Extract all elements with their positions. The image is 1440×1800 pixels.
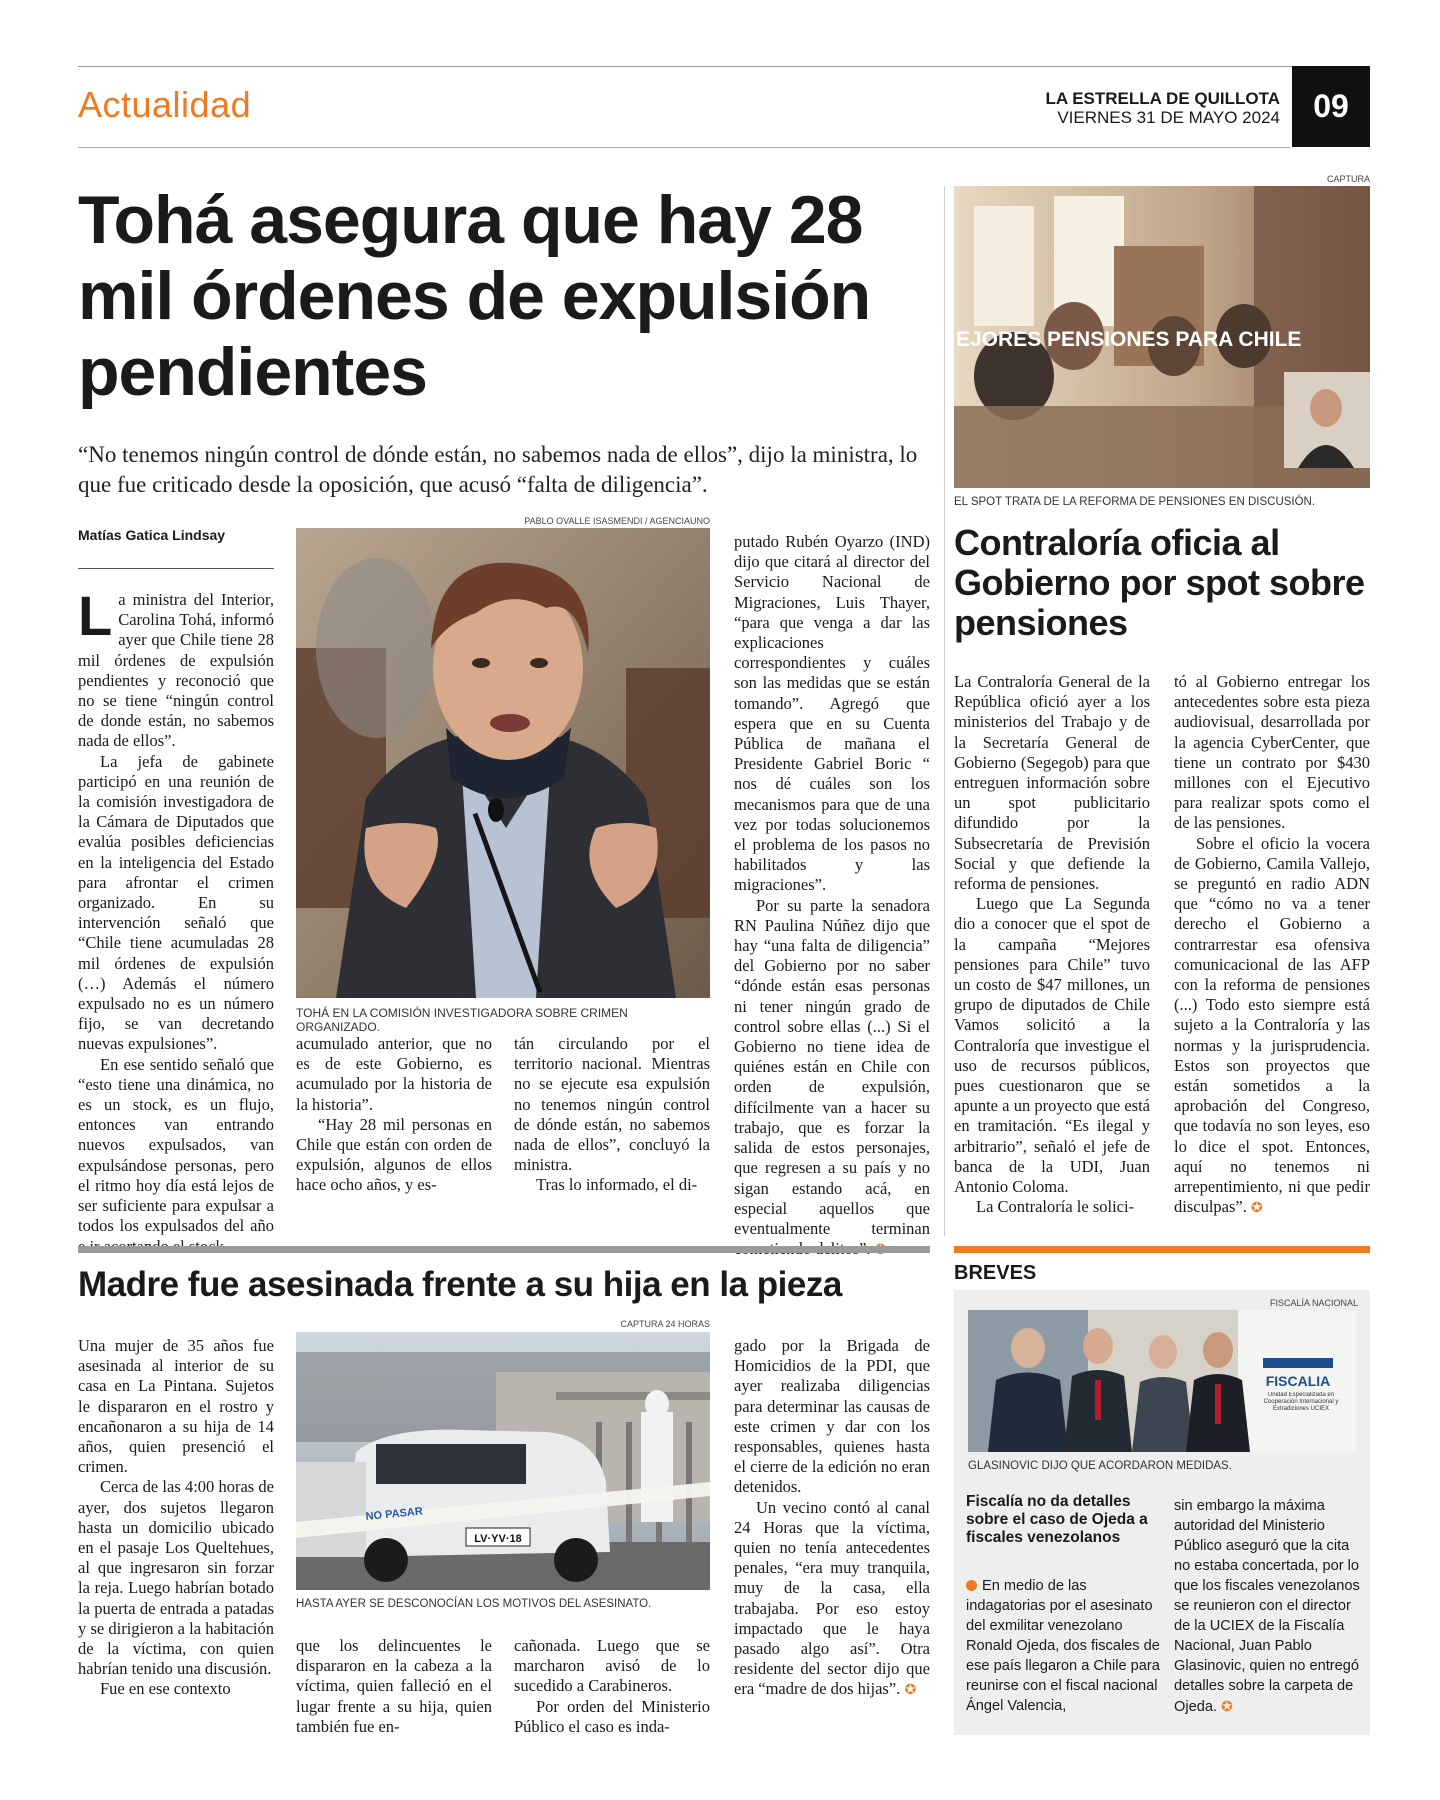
paragraph: putado Rubén Oyarzo (IND) dijo que citará al director del Servicio Nacional de Migraciones, Luis Thayer, “para que venga a dar las explicaciones correspondientes y cuáles son las medidas que se están tomando”. Agregó que espera que en su Cuenta Pública de mañana el Presidente Gabriel Boric “ nos dé cuáles son los mecanismos para que de una vez por todas solucionemos el problema de los pasos no habilitados y las migraciones”. — [734, 532, 930, 895]
madre-column-2 — [296, 1636, 492, 1737]
toha-photo — [296, 528, 710, 998]
spot-overlay-text: EJORES PENSIONES PARA CHILE — [956, 328, 1302, 351]
main-headline: Tohá asegura que hay 28 mil órdenes de expulsión pendientes — [78, 182, 871, 410]
madre-headline: Madre fue asesinada frente a su hija en la pieza — [78, 1265, 842, 1304]
paragraph: Por orden del Ministerio Público el caso es inda- — [514, 1696, 710, 1736]
page-number: 09 — [1292, 66, 1370, 147]
contraloria-column-2 — [1174, 672, 1370, 1217]
breves-column-1 — [966, 1576, 1166, 1716]
paragraph: La Contraloría le solici- — [976, 1197, 1135, 1217]
madre-column-4 — [734, 1336, 930, 1700]
paragraph — [1174, 834, 1370, 1218]
photo-credit: PABLO OVALLE ISASMENDI / AGENCIAUNO — [524, 516, 710, 526]
breves-column-2 — [1174, 1496, 1360, 1717]
photo-credit: FISCALÍA NACIONAL — [1269, 1298, 1358, 1308]
breves-separator — [954, 1246, 1370, 1253]
breves-text: sin embargo la máxima autoridad del Ministerio Público aseguró que la cita no estaba concertada, por lo que los fiscales venezolanos se reunieron con el director de la UCIEX de la Fiscalía Nacional, Juan Pablo Glasinovic, quien no entregó detalles sobre la carpeta de Ojeda. — [1174, 1498, 1360, 1715]
column-divider — [944, 186, 945, 1236]
paragraph-text: Sobre el oficio la vocera de Gobierno, Camila Vallejo, se preguntó en radio ADN que “cómo no va a tener derecho el Gobierno a contrarrestar esa ofensiva comunicacional de las AFP con la reforma de pensiones (...) Todo esto siempre está sujeto a la Contraloría y las normas y la jurisprudencia. Estos son proyectos que están sometidos a la aprobación del Congreso, que todavía no son leyes, eso lo dice el spot. Entonces, aquí no tenemos ni arrepentimiento, ni que pedir disculpas”. — [1174, 833, 1370, 1217]
issue-date: VIERNES 31 DE MAYO 2024 — [1057, 108, 1280, 127]
byline-rule — [78, 568, 274, 569]
section-title: Actualidad — [78, 84, 252, 125]
contraloria-headline: Contraloría oficia al Gobierno por spot sobre pensiones — [954, 522, 1365, 643]
byline: Matías Gatica Lindsay — [78, 527, 226, 543]
paragraph: Cerca de las 4:00 horas de ayer, dos sujetos llegaron hasta un domicilio ubicado en el pasaje Los Queltehues, al que ingresaron sin forzar la reja. Luego habrían botado la puerta de entrada a patadas y se dirigieron a la habitación de la víctima, con quien habrían tenido una discusión. — [78, 1477, 274, 1679]
paragraph: gado por la Brigada de Homicidios de la PDI, que ayer realizaba diligencias para determinar las causas de este crimen y dar con los responsables, quienes hasta el cierre de la edición no eran detenidos. — [734, 1336, 930, 1497]
paragraph — [78, 584, 274, 752]
photo-caption: GLASINOVIC DIJO QUE ACORDARON MEDIDAS. — [968, 1460, 1232, 1472]
paragraph: La jefa de gabinete participó en una reunión de la comisión investigadora de la Cámara de Diputados que evalúa posibles deficiencias en la inteligencia del Estado para afrontar el crimen organizado. En su intervención señaló que “Chile tiene acumuladas 28 mil órdenes de expulsión (…) Además el número expulsado no es un número fijo, se van decretando nuevas expulsiones”. — [78, 751, 274, 1054]
photo-caption: HASTA AYER SE DESCONOCÍAN LOS MOTIVOS DEL ASESINATO. — [296, 1598, 652, 1610]
fiscalia-logo-text: FISCALIA — [1265, 1373, 1331, 1389]
fiscalia-photo — [968, 1310, 1356, 1452]
paragraph-text: Un vecino contó al canal 24 Horas que la víctima, quien no tenía antecedentes penales, “era muy tranquila, muy de la casa, ella trabajaba. Por eso estoy impactado que le haya pasado algo así”. Otra residente del sector dijo que era “madre de dos hijas”. — [734, 1497, 930, 1699]
paragraph: Luego que La Segunda dio a conocer que el spot de la campaña “Mejores pensiones para Chile” tuvo un costo de $47 millones, un grupo de diputados de Chile Vamos solicitó a la Contraloría que investigue el uso de recursos públicos, pues cuestionaron que se apunte a un proyecto que está en tramitación. “Es ilegal y arbitrario”, señaló el jefe de banca de la UDI, Juan Antonio Coloma. — [954, 894, 1150, 1197]
photo-caption: EL SPOT TRATA DE LA REFORMA DE PENSIONES EN DISCUSIÓN. — [954, 496, 1316, 508]
section-separator — [78, 1246, 930, 1253]
paragraph: cañonada. Luego que se marcharon avisó de lo sucedido a Carabineros. — [514, 1636, 710, 1696]
breves-text: En medio de las indagatorias por el asesinato del exmilitar venezolano Ronald Ojeda, dos fiscales de ese país llegaron a Chile para reunirse con el fiscal nacional Ángel Valencia, — [966, 1578, 1160, 1714]
photo-credit: CAPTURA 24 HORAS — [620, 1319, 710, 1329]
main-column-1 — [78, 584, 274, 1257]
photo-credit: CAPTURA — [1326, 174, 1370, 184]
end-circle-icon: ✪ — [1221, 1698, 1233, 1714]
header-bottom-rule — [78, 147, 1290, 148]
drop-cap: L — [78, 584, 113, 647]
breves-label: BREVES — [954, 1262, 1037, 1284]
main-lead: “No tenemos ningún control de dónde están, no sabemos nada de ellos”, dijo la ministra, lo que fue criticado desde la oposición, que acusó “falta de diligencia”. — [78, 442, 918, 497]
madre-column-1 — [78, 1336, 274, 1700]
paragraph — [734, 1498, 930, 1700]
paragraph: Una mujer de 35 años fue asesinada al interior de su casa en La Pintana. Sujetos le dispararon en el rostro y encañonaron a su hija de 14 años, quien presenció el crimen. — [78, 1336, 274, 1477]
paragraph: acumulado anterior, que no es de este Gobierno, es acumulado por la historia de la historia”. — [296, 1034, 492, 1114]
orange-dot-icon — [966, 1580, 977, 1591]
paragraph: Tras lo informado, el di- — [536, 1175, 698, 1195]
main-column-3 — [514, 1034, 710, 1196]
breves-headline: Fiscalía no da detalles sobre el caso de Ojeda a fiscales venezolanos — [966, 1493, 1148, 1546]
photo-caption: TOHÁ EN LA COMISIÓN INVESTIGADORA SOBRE CRIMEN ORGANIZADO. — [296, 1006, 628, 1034]
paragraph: tán circulando por el territorio nacional. Mientras no se ejecute esa expulsión no tenemos ningún control de dónde están, no sabemos nada de ellos”, concluyó la ministra. — [514, 1034, 710, 1175]
madre-column-3 — [514, 1636, 710, 1737]
paragraph-text: Por su parte la senadora RN Paulina Núñez dijo que hay “una falta de diligencia” del Gobierno por no saber “dónde están esas personas ni tener ningún grado de control sobre ellas (...) Si el Gobierno no tiene idea de quiénes están en Chile con orden de expulsión, difícilmente van a hacer su trabajo, que es forzar la salida de estos personajes, que regresen a su país y no sigan estando acá, en especial aquellos que eventualmente terminan — [734, 895, 930, 1238]
contraloria-column-1 — [954, 672, 1150, 1217]
paragraph: La Contraloría General de la República ofició ayer a los ministerios del Trabajo y de la Secretaría General de Gobierno (Segegob) para que entreguen información sobre un spot publicitario difundido por la Subsecretaría de Previsión Social y que defiende la reforma de pensiones. — [954, 672, 1150, 894]
paragraph: En ese sentido señaló que “esto tiene una dinámica, no es un stock, es un flujo, entonces van entrando nuevos expulsados, van expulsándose personas, pero el ritmo hoy día está lejos de ser suficiente para expulsar a todos los expulsados del año — [78, 1054, 274, 1236]
paragraph: Fue en ese contexto — [100, 1679, 231, 1699]
license-plate: LV·YV·18 — [474, 1533, 522, 1545]
main-column-2 — [296, 1034, 492, 1196]
newspaper-name: LA ESTRELLA DE QUILLOTA — [1045, 89, 1280, 108]
paragraph — [734, 896, 930, 1260]
main-column-4 — [734, 532, 930, 1259]
spot-photo — [954, 186, 1370, 488]
paragraph-text: a ministra del Interior, Carolina Tohá, informó ayer que Chile tiene 28 mil órdenes de expulsión pendientes y reconoció que no se tiene “ningún control de donde están, no sabemos nada de ellos”. — [78, 590, 274, 751]
paragraph: “Hay 28 mil personas en Chile que están con orden de expulsión, algunos de ellos hace ocho años, y es- — [296, 1114, 492, 1195]
header-top-rule — [78, 66, 1370, 67]
crime-scene-photo — [296, 1332, 710, 1590]
end-circle-icon: ✪ — [904, 1681, 917, 1698]
paragraph: que los delincuentes le dispararon en la cabeza a la víctima, quien falleció en el lugar frente a su hija, quien también fue en- — [296, 1636, 492, 1736]
paragraph: tó al Gobierno entregar los antecedentes sobre esta pieza audiovisual, desarrollada por la agencia CyberCenter, que tiene un contrato por $430 millones con el Ejecutivo para realizar spots como el de las pensiones. — [1174, 672, 1370, 833]
end-circle-icon: ✪ — [1250, 1199, 1263, 1216]
fiscalia-logo-subtext: Unidad Especializada en Cooperación Internacional y Extradiciones UCIEX — [1263, 1392, 1339, 1412]
police-tape-text: NO PASAR — [365, 1505, 424, 1523]
